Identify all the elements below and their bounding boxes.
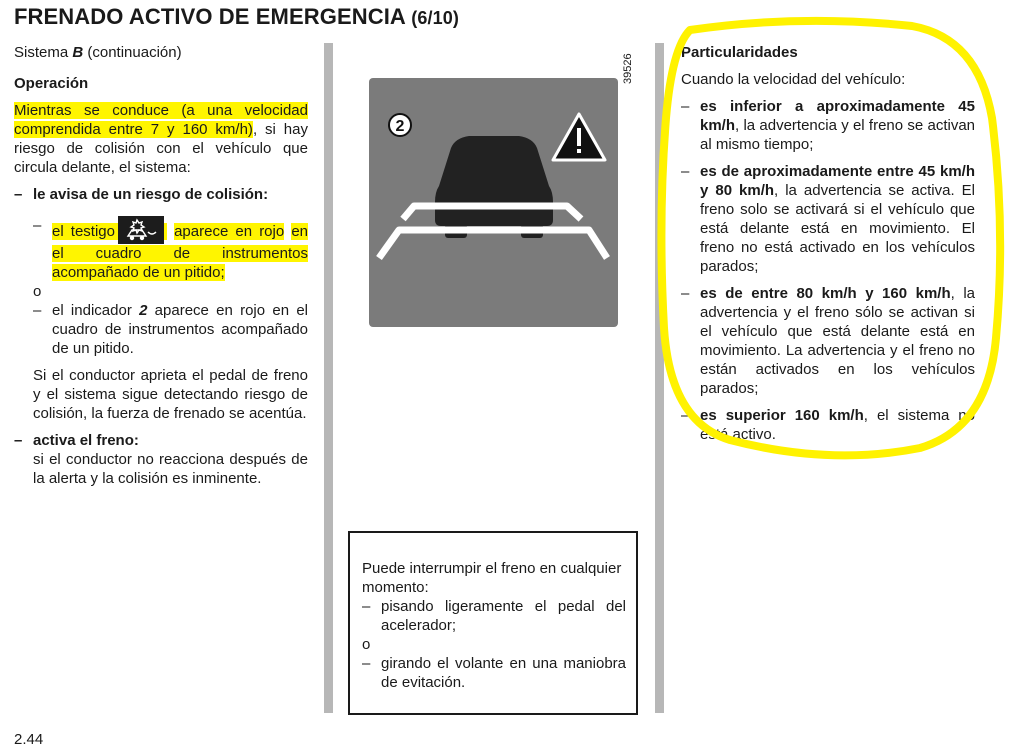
sub-warning-light: – el testigo aparece en rojo en el cuadro de instrumentos acompañado de un pitido; [33, 217, 308, 281]
note-item-2: – girando el volante en una maniobra de evitación. [362, 655, 626, 691]
left-column [14, 43, 308, 488]
operation-heading: Operación [14, 75, 89, 92]
sub-indicator: – el indicador 2 aparece en rojo en el cuadro de instrumentos acompañado de un pitido. [33, 302, 308, 357]
bullet-warn: – le avisa de un riesgo de colisión: [14, 186, 269, 203]
warning-triangle-icon [553, 114, 605, 160]
system-line: Sistema B (continuación) [14, 44, 182, 61]
driver-brake-paragraph: Si el conductor aprieta el pedal de freno y el sistema sigue detectando riesgo de colisión, la fuerza de frenado se acentúa. [33, 367, 308, 422]
yellow-annotation-loop [650, 8, 1012, 470]
particularities-intro: Cuando la velocidad del vehículo: [681, 71, 906, 88]
left-column-bar [324, 43, 333, 713]
bullet-brake: – activa el freno: [14, 432, 139, 449]
particularities-heading: Particularidades [681, 44, 798, 61]
figure-reference-number: 39526 [622, 53, 634, 84]
highlighted-speed-range: Mientras se conduce (a una velocidad comprendida entre 7 y 160 km/h) [14, 102, 308, 138]
page-number: 2.44 [14, 731, 44, 748]
page-title [14, 4, 459, 30]
note-intro: Puede interrumpir el freno en cualquier momento: [362, 560, 622, 596]
dashboard-illustration [369, 78, 618, 327]
or-separator: o [33, 283, 42, 300]
figure-marker: 2 [395, 118, 405, 135]
title-text: FRENADO ACTIVO DE EMERGENCIA [14, 4, 406, 29]
speed-bullet-4: – es superior 160 km/h, el sistema no está activo. [681, 407, 975, 443]
speed-bullet-1: – es inferior a aproximadamente 45 km/h, la advertencia y el freno se activan al mismo tiempo; [681, 98, 975, 153]
note-item-1: – pisando ligeramente el pedal del acelerador; [362, 598, 626, 634]
operation-intro: Mientras se conduce (a una velocidad comprendida entre 7 y 160 km/h), si hay riesgo de colisión con el vehículo que circula delante, el sistema: [14, 102, 308, 176]
speed-bullet-3: – es de entre 80 km/h y 160 km/h, la advertencia y el freno sólo se activan si el vehículo que está delante está en movimiento. La advertencia y el freno no están activados en los vehículos parados; [681, 285, 975, 397]
system-letter: B [72, 44, 84, 61]
note-box [348, 531, 638, 715]
car-rear-icon [435, 136, 553, 238]
lane-line-lower [379, 230, 607, 258]
speed-bullet-2: – es de aproximadamente entre 45 km/h y 80 km/h, la advertencia se activa. El freno solo se activará si el vehículo que está delante está en movimiento. El freno no está activado en los vehículos parados; [681, 163, 975, 275]
note-or: o [362, 636, 371, 653]
title-page-indicator: (6/10) [411, 8, 459, 28]
brake-description: si el conductor no reacciona después de la alerta y la colisión es inminente. [33, 451, 308, 487]
collision-warning-icon [118, 216, 164, 244]
